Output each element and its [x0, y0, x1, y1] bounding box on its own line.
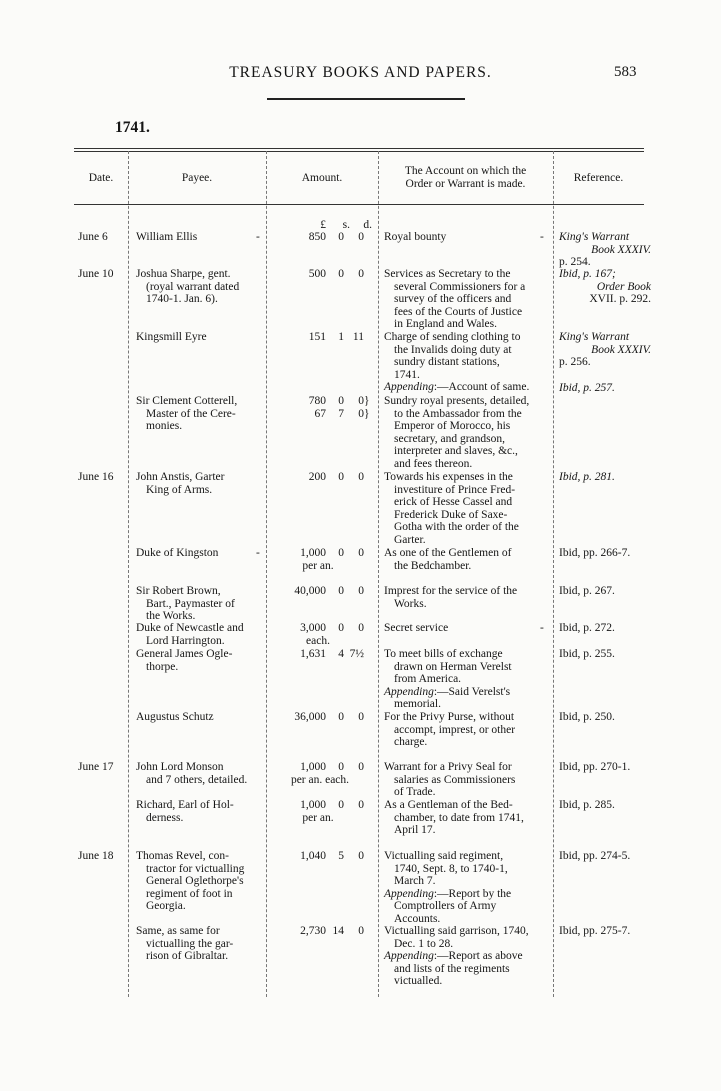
account-description	[384, 925, 546, 988]
amount-note: per an.	[302, 811, 334, 824]
payee-name	[136, 761, 262, 786]
pence: 0	[358, 711, 364, 723]
reference-line: Ibid, p. 267.	[559, 585, 615, 597]
account-line: to the Ambassador from the	[394, 407, 522, 420]
amount-cell	[272, 471, 376, 484]
entry-date: June 6	[78, 231, 108, 243]
reference-cell	[559, 331, 651, 369]
account-line: in England and Wales.	[394, 318, 497, 331]
pence-symbol: d.	[363, 219, 372, 231]
payee-name	[136, 622, 262, 647]
account-line: Works.	[394, 597, 427, 610]
leader-dash: -	[256, 231, 260, 243]
shillings: 0	[338, 547, 344, 559]
header-rule	[267, 98, 465, 100]
amount-cell	[272, 925, 376, 938]
account-line: charge.	[394, 736, 428, 749]
account-line: Royal bounty	[384, 231, 447, 243]
reference-line: Ibid, p. 167;	[559, 268, 616, 280]
payee-name	[136, 648, 262, 673]
appending-label: Appending	[384, 685, 434, 698]
account-line: Towards his expenses in the	[384, 471, 513, 483]
account-line: Victualling said regiment,	[384, 850, 504, 862]
column-divider	[378, 151, 379, 997]
account-line: from America.	[394, 673, 462, 686]
reference-line: Ibid, pp. 266-7.	[559, 547, 631, 559]
shillings: 5	[338, 850, 344, 862]
column-header-date: Date.	[88, 171, 114, 184]
shillings-symbol: s.	[342, 219, 350, 231]
payee-line: victualling the gar-	[146, 937, 234, 950]
payee-line: rison of Gibraltar.	[146, 950, 229, 963]
pounds: 1,040	[300, 850, 326, 862]
payee-line: Augustus Schutz	[136, 711, 214, 723]
account-description	[384, 799, 546, 837]
payee-line: Kingsmill Eyre	[136, 331, 207, 343]
entry-date: June 16	[78, 471, 114, 483]
payee-name	[136, 850, 262, 913]
account-line: Emperor of Morocco, his	[394, 420, 511, 433]
reference-cell	[559, 799, 651, 812]
amount-note: each.	[306, 634, 330, 647]
account-line: sundry distant stations,	[394, 356, 500, 369]
account-line: interpreter and slaves, &c.,	[394, 445, 518, 458]
reference-cell	[559, 648, 651, 661]
account-description	[384, 331, 546, 394]
running-title: TREASURY BOOKS AND PAPERS.	[229, 64, 492, 81]
pounds: 1,000	[300, 799, 326, 811]
account-line: April 17.	[394, 824, 436, 837]
pounds: 36,000	[294, 711, 326, 723]
account-description	[384, 622, 546, 635]
account-line: salaries as Commissioners	[394, 773, 516, 786]
leader-dash: -	[256, 547, 260, 559]
payee-line: Duke of Kingston	[136, 547, 219, 559]
payee-name	[136, 585, 262, 623]
reference-cell	[559, 711, 651, 724]
reference-line: King's Warrant	[559, 231, 630, 243]
pounds: 67	[314, 407, 326, 420]
shillings: 0	[338, 711, 344, 723]
reference-line: Book XXXIV.	[591, 343, 651, 356]
shillings: 14	[332, 925, 344, 937]
account-line: Services as Secretary to the	[384, 268, 511, 280]
reference-line: Ibid, p. 250.	[559, 711, 615, 723]
payee-line: Sir Clement Cotterell,	[136, 395, 238, 407]
pence: 0	[358, 585, 364, 597]
account-line: Frederick Duke of Saxe-	[394, 508, 508, 521]
column-header-payee: Payee.	[181, 171, 213, 184]
shillings: 0	[338, 231, 344, 243]
reference-cell	[559, 471, 651, 484]
account-line: accompt, imprest, or other	[394, 723, 516, 736]
appending-text: Accounts.	[394, 912, 441, 925]
payee-name	[136, 799, 262, 824]
pounds: 200	[308, 471, 326, 483]
account-line: To meet bills of exchange	[384, 648, 503, 660]
amount-cell	[272, 761, 376, 786]
payee-line: Master of the Cere-	[146, 407, 236, 420]
pounds: 3,000	[300, 622, 326, 634]
account-description	[384, 585, 546, 610]
payee-name	[136, 331, 262, 344]
entry-date: June 10	[78, 268, 114, 280]
pounds: 780	[308, 395, 326, 407]
account-line: and fees thereon.	[394, 457, 473, 470]
account-line: Gotha with the order of the	[394, 521, 519, 534]
account-line: Imprest for the service of the	[384, 585, 518, 597]
shillings: 0	[338, 761, 344, 773]
pounds: 500	[308, 268, 326, 280]
appending-text: Comptrollers of Army	[394, 900, 497, 913]
appending-label: Appending	[384, 381, 434, 394]
amount-cell	[272, 711, 376, 724]
account-line: As one of the Gentlemen of	[384, 547, 512, 559]
shillings: 0	[338, 799, 344, 811]
pounds: 151	[308, 331, 326, 343]
reference-cell	[559, 761, 651, 774]
shillings: 0	[338, 268, 344, 280]
page-number: 583	[614, 64, 637, 80]
account-line: As a Gentleman of the Bed-	[384, 799, 513, 811]
payee-line: Sir Robert Brown,	[136, 585, 221, 597]
appending-text: victualled.	[394, 975, 443, 988]
amount-cell	[272, 648, 376, 661]
payee-line: thorpe.	[146, 660, 179, 673]
reference-line: Ibid, p. 272.	[559, 622, 615, 634]
account-line: Victualling said garrison, 1740,	[384, 925, 529, 937]
account-description	[384, 268, 546, 331]
shillings: 0	[338, 471, 344, 483]
payee-line: and 7 others, detailed.	[146, 773, 248, 786]
column-header-account	[378, 152, 553, 204]
payee-line: Joshua Sharpe, gent.	[136, 268, 231, 280]
account-line: For the Privy Purse, without	[384, 711, 515, 723]
appending-note	[384, 888, 546, 901]
appending-text: :—Account of same.	[433, 381, 530, 394]
account-line: Garter.	[394, 533, 426, 546]
reference-cell	[559, 547, 651, 560]
appending-text: :—Said Verelst's	[433, 685, 511, 698]
pounds: 1,000	[300, 547, 326, 559]
account-line: Charge of sending clothing to	[384, 331, 521, 343]
amount-cell	[272, 799, 376, 824]
payee-name	[136, 471, 262, 496]
payee-line: William Ellis	[136, 231, 198, 243]
payee-line: Bart., Paymaster of	[146, 597, 235, 610]
payee-name	[136, 231, 262, 244]
reference-line: p. 256.	[559, 356, 591, 369]
account-line: erick of Hesse Cassel and	[394, 496, 513, 509]
account-line: 1741.	[394, 368, 420, 381]
shillings: 0	[338, 622, 344, 634]
reference-cell	[559, 622, 651, 635]
pence: 0	[358, 925, 364, 937]
appending-label: Appending	[384, 950, 434, 963]
account-description	[384, 711, 546, 749]
amount-cell	[272, 622, 376, 647]
reference-line: XVII. p. 292.	[589, 293, 651, 306]
payee-name	[136, 547, 262, 560]
pence: 0	[358, 547, 364, 559]
reference-line: Ibid, p. 257.	[559, 382, 615, 394]
column-header-account-line: Order or Warrant is made.	[405, 178, 526, 190]
payee-line: (royal warrant dated	[146, 280, 240, 293]
account-description	[384, 547, 546, 572]
shillings: 0	[338, 395, 344, 407]
amount-cell	[272, 331, 376, 344]
account-description	[384, 648, 546, 711]
payee-line: Georgia.	[146, 900, 186, 913]
pounds-symbol: £	[320, 219, 326, 231]
account-line: the Invalids doing duty at	[394, 343, 512, 356]
payee-line: 1740-1. Jan. 6).	[146, 293, 218, 306]
account-line: 1740, Sept. 8, to 1740-1,	[394, 862, 508, 875]
reference-cell	[559, 231, 651, 269]
pence: 0	[358, 471, 364, 483]
account-line: chamber, to date from 1741,	[394, 811, 524, 824]
account-line: of Trade.	[394, 786, 436, 799]
column-divider	[553, 151, 554, 997]
payee-line: Thomas Revel, con-	[136, 850, 229, 862]
year-heading: 1741.	[115, 119, 150, 136]
payee-line: Duke of Newcastle and	[136, 622, 244, 634]
account-line: drawn on Herman Verelst	[394, 660, 512, 673]
column-divider	[266, 151, 267, 997]
payee-line: King of Arms.	[146, 483, 213, 496]
reference-line: Ibid, pp. 274-5.	[559, 850, 631, 862]
amount-cell	[272, 585, 376, 598]
shillings: 7	[338, 407, 344, 420]
payee-name	[136, 925, 262, 963]
reference-cell	[559, 585, 651, 598]
payee-line: the Works.	[146, 610, 196, 623]
brace: }	[364, 407, 370, 420]
account-line: the Bedchamber.	[394, 559, 472, 572]
reference-cell	[559, 850, 651, 863]
pence: 11	[352, 331, 364, 343]
payee-line: Same, as same for	[136, 925, 220, 937]
payee-line: General Oglethorpe's	[146, 875, 244, 888]
column-divider	[128, 151, 129, 997]
account-description	[384, 471, 546, 547]
reference-cell	[559, 382, 651, 395]
account-line: fees of the Courts of Justice	[394, 305, 523, 318]
amount-cell	[272, 547, 376, 572]
pounds: 40,000	[294, 585, 326, 597]
amount-note: per an.	[302, 559, 334, 572]
shillings: 1	[338, 331, 344, 343]
payee-line: John Anstis, Garter	[136, 471, 225, 483]
leader-dash: -	[540, 231, 544, 243]
appending-label: Appending	[384, 887, 434, 900]
account-line: Secret service	[384, 622, 449, 634]
pence: 7½	[349, 648, 364, 660]
account-description	[384, 850, 546, 926]
amount-cell	[272, 231, 376, 244]
reference-line: Order Book	[596, 280, 651, 293]
leader-dash: -	[540, 622, 544, 634]
account-description	[384, 395, 546, 471]
appending-note	[384, 381, 546, 394]
pence: 0	[358, 231, 364, 243]
pence: 0	[358, 268, 364, 280]
currency-header	[272, 219, 376, 232]
entry-date: June 18	[78, 850, 114, 862]
account-line: survey of the officers and	[394, 293, 512, 306]
table-header-rule	[74, 204, 644, 205]
shillings: 4	[338, 648, 344, 660]
amount-note: per an. each.	[290, 773, 350, 786]
account-line: Dec. 1 to 28.	[394, 937, 454, 950]
payee-line: Lord Harrington.	[146, 634, 225, 647]
column-header-account-line: The Account on which the	[404, 165, 527, 177]
payee-line: regiment of foot in	[146, 887, 233, 900]
entry-date: June 17	[78, 761, 114, 773]
payee-line: derness.	[146, 811, 184, 824]
payee-name	[136, 268, 262, 306]
payee-line: tractor for victualling	[146, 862, 245, 875]
column-header-amount: Amount.	[301, 171, 343, 184]
reference-cell	[559, 268, 651, 306]
appending-text: and lists of the regiments	[394, 962, 510, 975]
pence: 0	[358, 761, 364, 773]
reference-line: Ibid, pp. 275-7.	[559, 925, 631, 937]
appending-note	[384, 950, 546, 963]
pence: 0	[358, 395, 364, 407]
account-line: secretary, and grandson,	[394, 432, 506, 445]
amount-cell	[272, 268, 376, 281]
pence: 0	[358, 622, 364, 634]
account-line: Warrant for a Privy Seal for	[384, 761, 512, 773]
reference-line: Ibid, p. 255.	[559, 648, 615, 660]
amount-cell	[272, 395, 376, 420]
account-line: investiture of Prince Fred-	[394, 483, 516, 496]
payee-name	[136, 711, 262, 724]
appending-text: :—Report by the	[433, 887, 512, 900]
reference-line: Ibid, pp. 270-1.	[559, 761, 631, 773]
account-description	[384, 761, 546, 799]
reference-line: Ibid, p. 281.	[559, 471, 615, 483]
payee-line: monies.	[146, 420, 183, 433]
column-header-reference: Reference.	[573, 171, 624, 184]
appending-text: :—Report as above	[433, 950, 523, 963]
payee-line: John Lord Monson	[136, 761, 224, 773]
pounds: 2,730	[300, 925, 326, 937]
pounds: 1,631	[300, 648, 326, 660]
reference-cell	[559, 925, 651, 938]
reference-line: Ibid, p. 285.	[559, 799, 615, 811]
account-line: March 7.	[394, 875, 436, 888]
reference-line: King's Warrant	[559, 331, 630, 343]
shillings: 0	[338, 585, 344, 597]
pounds: 850	[308, 231, 326, 243]
amount-cell	[272, 850, 376, 863]
payee-line: General James Ogle-	[136, 648, 233, 660]
pence: 0	[358, 850, 364, 862]
appending-note	[384, 686, 546, 699]
payee-line: Richard, Earl of Hol-	[136, 799, 234, 811]
reference-line: Book XXXIV.	[591, 243, 651, 256]
pence: 0	[358, 407, 364, 420]
appending-text: memorial.	[394, 698, 441, 711]
account-description	[384, 231, 546, 244]
pounds: 1,000	[300, 761, 326, 773]
brace: }	[364, 395, 370, 407]
account-line: several Commissioners for a	[394, 280, 526, 293]
table-top-rule	[74, 148, 644, 149]
account-line: Sundry royal presents, detailed,	[384, 395, 530, 407]
reference-line: p. 254.	[559, 256, 591, 269]
payee-name	[136, 395, 262, 433]
pence: 0	[358, 799, 364, 811]
